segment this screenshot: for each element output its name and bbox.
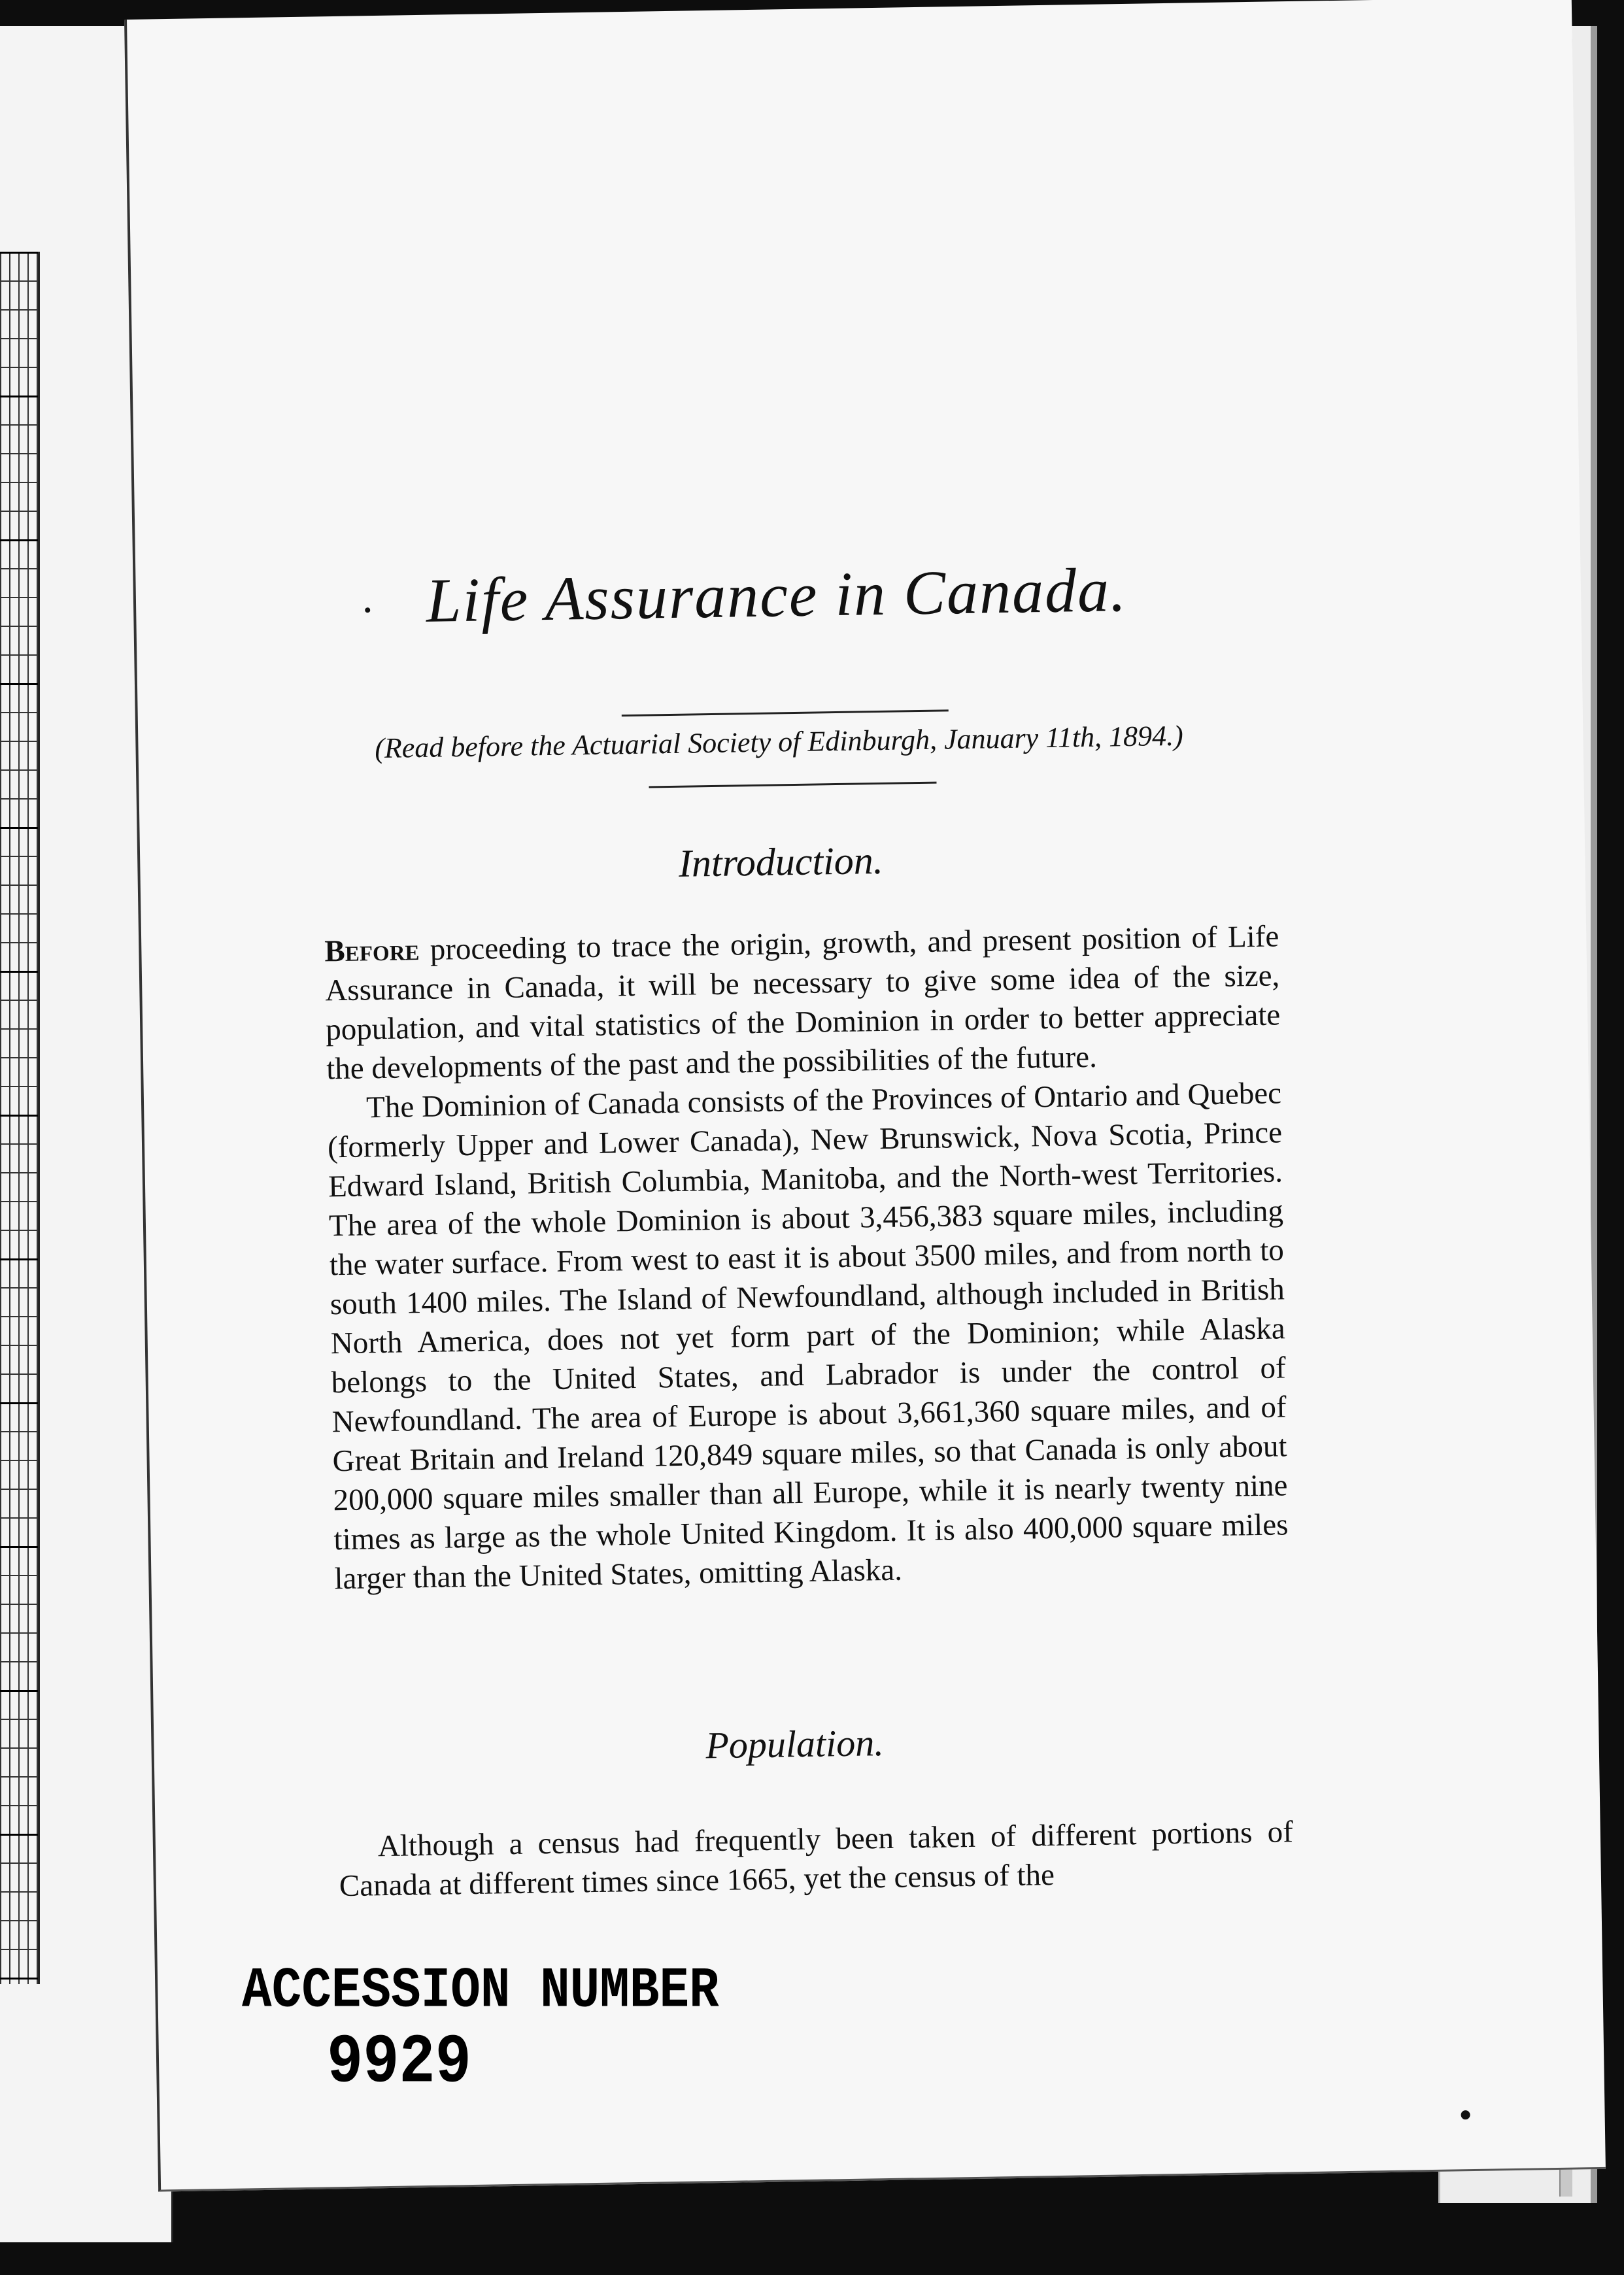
- title-rule-bottom: [649, 782, 937, 788]
- section-heading-population: Population.: [705, 1721, 885, 1767]
- paragraph: [324, 917, 1281, 1088]
- accession-stamp: [242, 1958, 719, 2102]
- section-heading-introduction: Introduction.: [678, 838, 884, 885]
- paragraph-lead: Before: [324, 933, 420, 969]
- graph-paper-major-lines: [0, 252, 38, 1984]
- title-rule-top: [622, 709, 949, 716]
- section-body-introduction: [324, 917, 1289, 1598]
- paragraph: Although a census had frequently been taken of different portions of Canada at different times since 1665, yet the census of the: [339, 1815, 1294, 1904]
- page-title: Life Assurance in Canada.: [426, 554, 1128, 635]
- section-body-population: [338, 1812, 1294, 1906]
- paragraph-text: proceeding to trace the origin, growth, and present position of Life Assurance in Canada, it will be necessary to give some idea of the size, population, and vital statistics of the Dominion in order to better appreciate the developments of the past and the possibilities of the future.: [324, 919, 1281, 1087]
- accession-label: ACCESSION NUMBER: [242, 1959, 719, 2024]
- paragraph: The Dominion of Canada consists of the Provinces of Ontario and Quebec (formerly Upper and Lower Canada), New Brunswick, Nova Scotia, Prince Edward Island, British Columbia, Manitoba, and the North-west Territories. The area of the whole Dominion is about 3,456,383 square miles, including the water surface. From west to east it is about 3500 miles, and from north to south 1400 miles. The Island of Newfoundland, although included in British North America, does not yet form part of the Dominion; while Alaska belongs to the United States, and Labrador is under the control of Newfoundland. The area of Europe is about 3,661,360 square miles, and of Great Britain and Ireland 120,849 square miles, so that Canada is only about 200,000 square miles smaller than all Europe, while it is nearly twenty nine times as large as the whole United Kingdom. It is also 400,000 square miles larger than the United States, omitting Alaska.: [327, 1076, 1289, 1596]
- page-subtitle: (Read before the Actuarial Society of Edinburgh, January 11th, 1894.): [374, 719, 1184, 765]
- document-page: [124, 0, 1606, 2192]
- accession-number: 9929: [327, 2023, 471, 2102]
- ink-speck: [1461, 2110, 1470, 2119]
